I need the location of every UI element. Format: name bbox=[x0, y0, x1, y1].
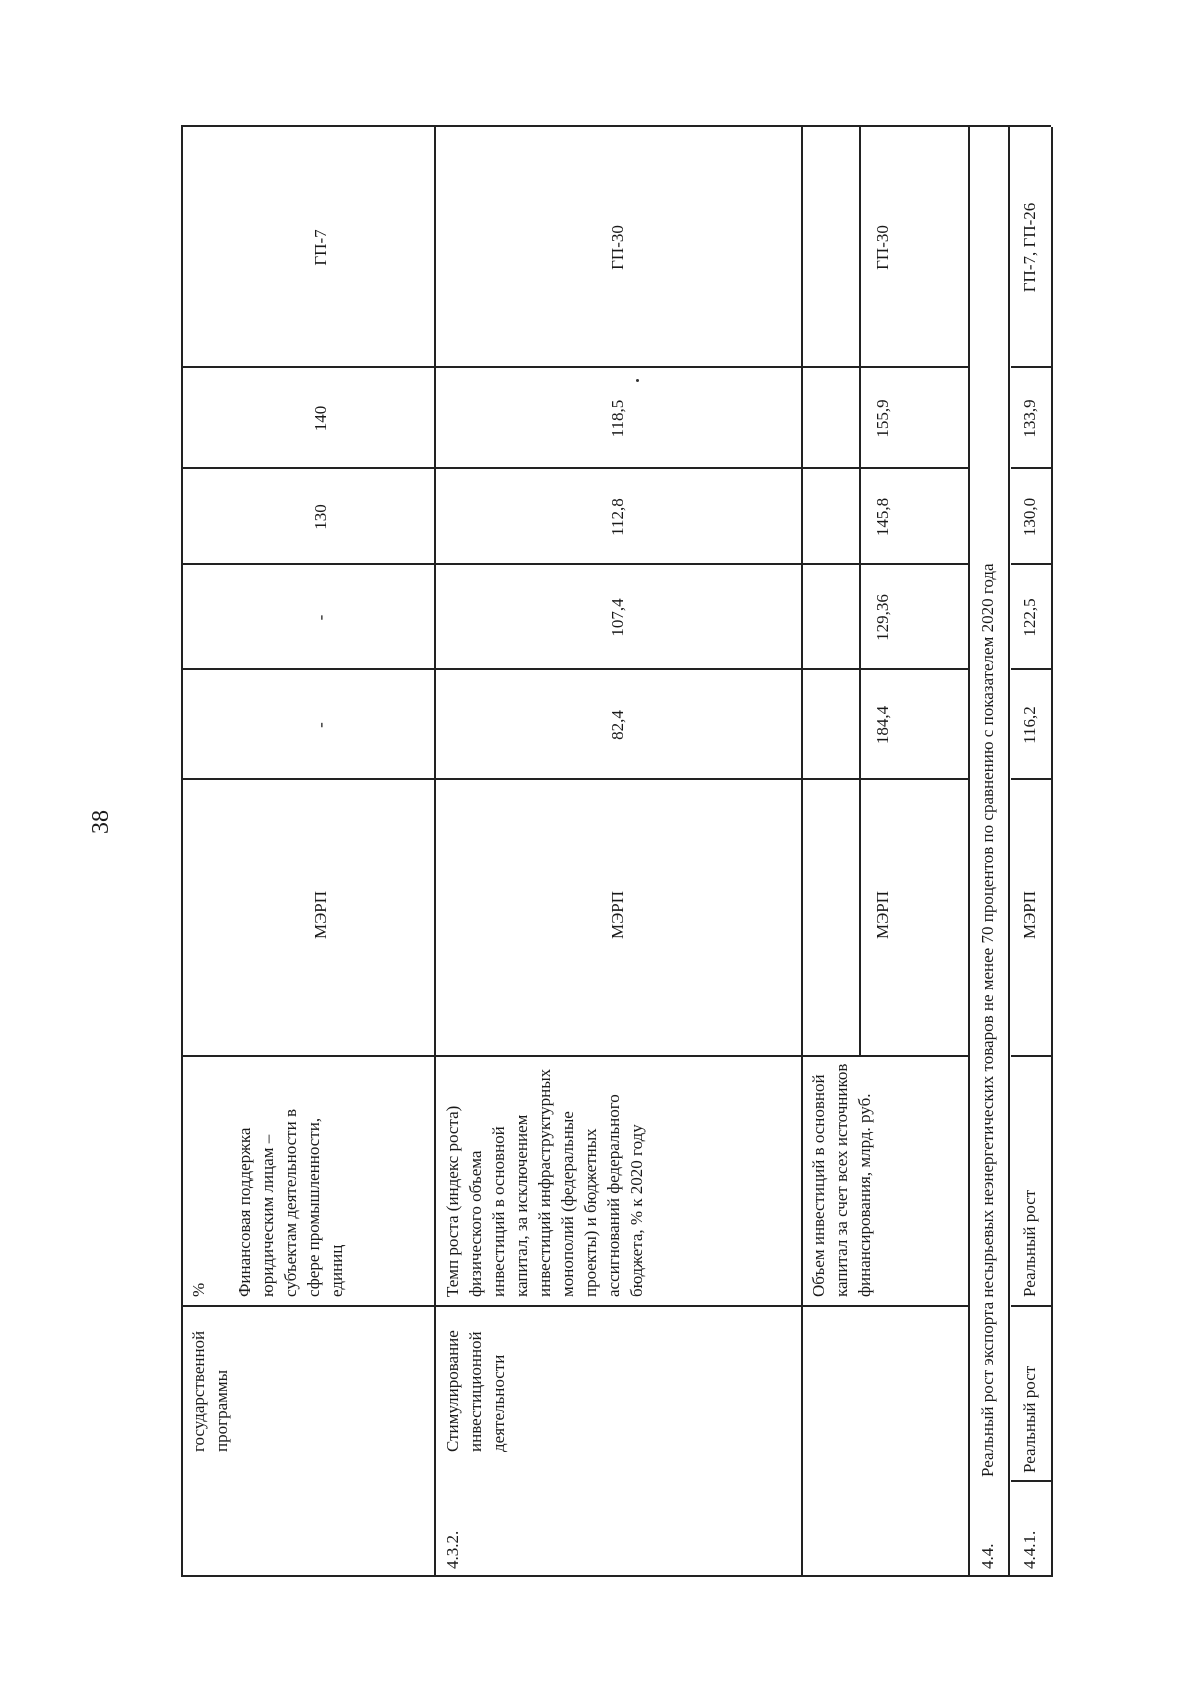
table-rule bbox=[181, 1575, 1051, 1577]
cell-value: 133,9 bbox=[1020, 399, 1039, 438]
table-rule bbox=[1008, 127, 1010, 1577]
cell-indicator: Темп роста (индекс роста) физического объема инвестиций в основной капитал, за исключением инвестиций инфраструктурных монополий (федеральные проекты) и бюджетных ассигнований федерального бюджета, % к 2020 году bbox=[443, 1068, 646, 1297]
table-rule bbox=[181, 467, 968, 469]
cell-responsible: МЭРП bbox=[1020, 890, 1039, 940]
cell-value: 130,0 bbox=[1020, 497, 1039, 537]
cell-value: 82,4 bbox=[608, 710, 627, 740]
cell-value: 155,9 bbox=[873, 399, 892, 438]
table-rule bbox=[859, 127, 861, 1057]
cell-row-id: 4.3.2. bbox=[443, 1530, 462, 1569]
cell-indicator: Объем инвестиций в основной капитал за счет всех источников финансирования, млрд. руб. bbox=[809, 1063, 874, 1297]
cell-program: ГП-7 bbox=[311, 229, 330, 266]
cell-program: ГП-7, ГП-26 bbox=[1020, 202, 1039, 293]
cell-indicator: Реальный рост bbox=[1020, 1189, 1039, 1297]
cell-value: 140 bbox=[311, 405, 330, 432]
table-rule bbox=[181, 1055, 968, 1057]
cell-value: 145,8 bbox=[873, 497, 892, 537]
table-rule bbox=[181, 778, 968, 780]
table-rule bbox=[181, 1305, 968, 1307]
data-table bbox=[181, 127, 1129, 1577]
cell-responsible: МЭРП bbox=[873, 890, 892, 940]
table-rule bbox=[1011, 1480, 1051, 1482]
table-rule bbox=[801, 127, 803, 1577]
table-rule bbox=[434, 127, 436, 1577]
table-rule bbox=[181, 127, 183, 1577]
cell-value: - bbox=[311, 614, 330, 621]
cell-measure-name: Реальный рост bbox=[1020, 1365, 1039, 1473]
cell-measure-name: Стимулирование инвестиционной деятельности bbox=[443, 1330, 508, 1452]
cell-section-id: 4.4. bbox=[978, 1543, 997, 1569]
cell-value: 107,4 bbox=[608, 598, 627, 637]
table-rule bbox=[181, 563, 968, 565]
cell-responsible: МЭРП bbox=[608, 890, 627, 940]
table-rule bbox=[1011, 1055, 1051, 1057]
table-rule bbox=[1051, 127, 1053, 1577]
table-rule bbox=[1011, 1305, 1051, 1307]
cell-section-title: Реальный рост экспорта несырьевых неэнергетических товаров не менее 70 процентов по сравнению с показателем 2020 года bbox=[978, 563, 997, 1477]
table-rule bbox=[181, 668, 968, 670]
cell-value: 184,4 bbox=[873, 705, 892, 745]
table-rule bbox=[181, 1575, 201, 1577]
cell-responsible: МЭРП bbox=[311, 890, 330, 940]
cell-value: 112,8 bbox=[608, 498, 627, 536]
cell-program: ГП-30 bbox=[608, 225, 627, 270]
cell-value: 130 bbox=[311, 504, 330, 530]
cell-program: ГП-30 bbox=[873, 225, 892, 270]
cell-unit-percent: % bbox=[189, 1282, 208, 1297]
cell-value: 122,5 bbox=[1020, 598, 1039, 637]
table-rule bbox=[968, 127, 970, 1577]
cell-value: 116,2 bbox=[1020, 706, 1039, 744]
cell-row-id: 4.4.1. bbox=[1020, 1530, 1039, 1569]
cell-indicator: Финансовая поддержка юридическим лицам – субъектам деятельности в сфере промышленности, единиц bbox=[235, 1109, 346, 1297]
cell-value: 129,36 bbox=[873, 594, 892, 641]
cell-value: 118,5 bbox=[608, 399, 627, 438]
page-number: 38 bbox=[88, 810, 114, 834]
cell-value: - bbox=[311, 722, 330, 728]
table-rule bbox=[181, 366, 968, 368]
scan-speck bbox=[636, 379, 639, 382]
cell-program-label: государственной программы bbox=[189, 1330, 231, 1452]
